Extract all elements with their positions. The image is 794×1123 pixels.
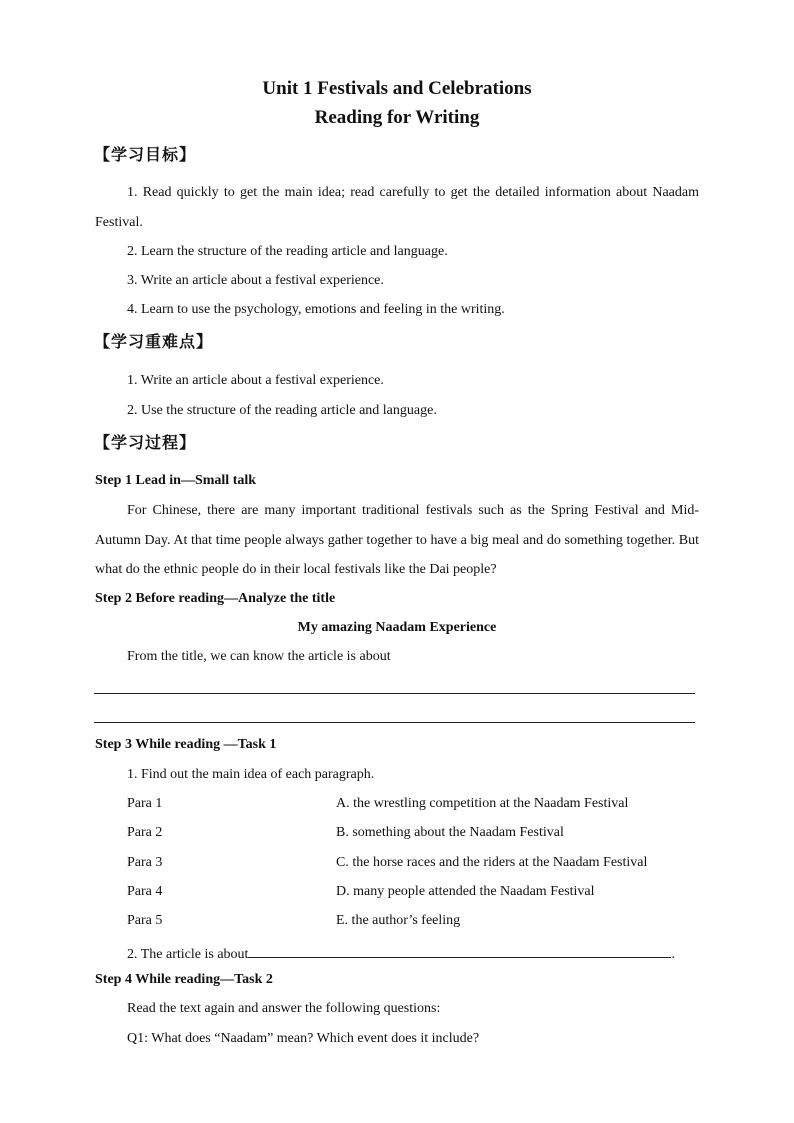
objective-2: 2. Learn the structure of the reading article and language.	[127, 244, 448, 259]
step3-instruction: 1. Find out the main idea of each paragraph.	[127, 767, 375, 782]
para-label-5: Para 5	[127, 913, 163, 928]
question-2-end: .	[671, 947, 675, 962]
step1-title: Step 1 Lead in—Small talk	[95, 473, 257, 488]
step4-instruction: Read the text again and answer the following questions:	[127, 1001, 441, 1016]
question-2-blank[interactable]	[248, 943, 671, 958]
objective-3: 3. Write an article about a festival experience.	[127, 273, 384, 288]
para-label-2: Para 2	[127, 825, 163, 840]
question-2-label: 2. The article is about	[127, 947, 249, 962]
step3-title: Step 3 While reading —Task 1	[95, 737, 277, 752]
answer-line-2[interactable]	[94, 722, 695, 723]
main-idea-a: A. the wrestling competition at the Naadam Festival	[336, 796, 629, 811]
main-idea-d: D. many people attended the Naadam Festival	[336, 884, 595, 899]
objective-1: 1. Read quickly to get the main idea; read carefully to get the detailed information about Naadam Festival.	[95, 185, 699, 230]
step3-question-2	[127, 943, 675, 963]
objectives-heading: 【学习目标】	[94, 145, 197, 164]
difficulty-1: 1. Write an article about a festival experience.	[127, 373, 384, 388]
para-label-1: Para 1	[127, 796, 163, 811]
para-label-4: Para 4	[127, 884, 163, 899]
main-idea-c: C. the horse races and the riders at the Naadam Festival	[336, 855, 648, 870]
main-idea-b: B. something about the Naadam Festival	[336, 825, 564, 840]
article-title: My amazing Naadam Experience	[297, 620, 497, 635]
process-heading: 【学习过程】	[94, 433, 197, 452]
step2-prompt: From the title, we can know the article is about	[127, 649, 391, 664]
difficulty-2: 2. Use the structure of the reading article and language.	[127, 403, 437, 418]
step2-title: Step 2 Before reading—Analyze the title	[95, 591, 336, 606]
lesson-subtitle: Reading for Writing	[314, 107, 480, 128]
difficulties-heading: 【学习重难点】	[94, 332, 214, 351]
unit-title: Unit 1 Festivals and Celebrations	[262, 78, 532, 99]
step4-question-1: Q1: What does “Naadam” mean? Which event does it include?	[127, 1031, 480, 1046]
step1-paragraph: For Chinese, there are many important traditional festivals such as the Spring Festival and Mid-Autumn Day. At that time people always gather together to have a big meal and do something together. But what do the ethnic people do in their local festivals like the Dai people?	[95, 503, 699, 577]
step4-title: Step 4 While reading—Task 2	[95, 972, 273, 987]
answer-line-1[interactable]	[94, 693, 695, 694]
para-label-3: Para 3	[127, 855, 163, 870]
objective-4: 4. Learn to use the psychology, emotions and feeling in the writing.	[127, 302, 505, 317]
main-idea-e: E. the author’s feeling	[336, 913, 461, 928]
